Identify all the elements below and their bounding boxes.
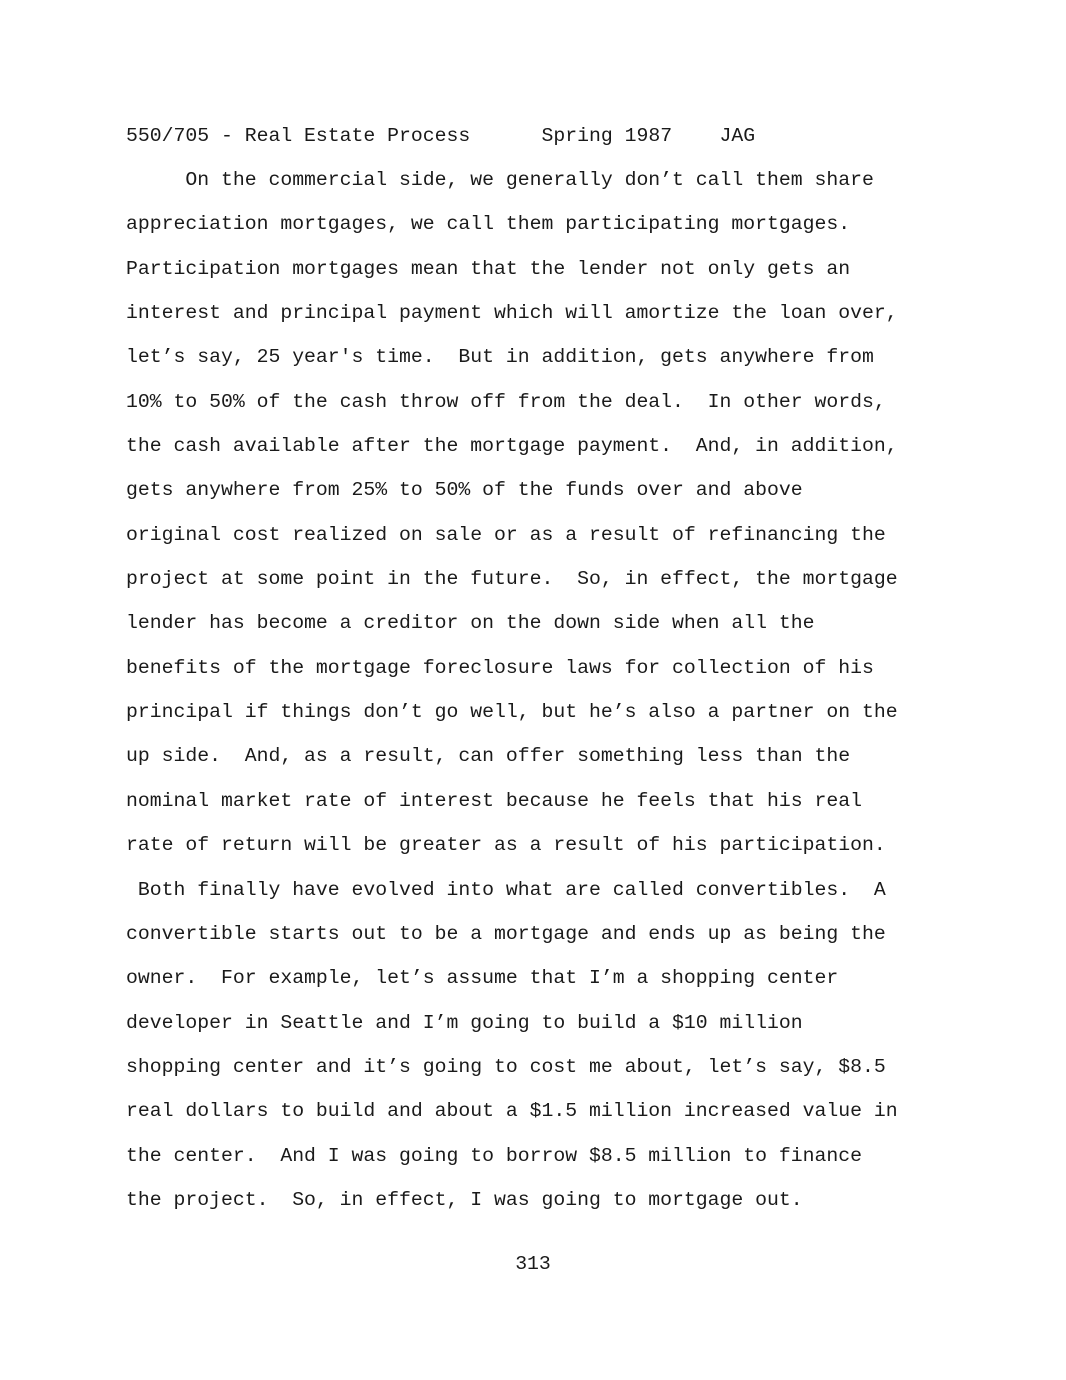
text-line: project at some point in the future. So, in effect, the mortgage [126,568,898,591]
text-line: interest and principal payment which will amortize the loan over, [126,302,898,325]
page-number: 313 [515,1253,551,1275]
text-line: rate of return will be greater as a result of his participation. [126,834,886,857]
text-line: up side. And, as a result, can offer something less than the [126,745,851,768]
author-initials: JAG [719,125,756,147]
text-line: the project. So, in effect, I was going to mortgage out. [126,1188,803,1211]
body-text [126,168,956,1232]
text-line: the cash available after the mortgage payment. And, in addition, [126,435,898,458]
term-label: Spring 1987 [541,125,673,147]
text-line: Participation mortgages mean that the lender not only gets an [126,257,851,280]
text-line: On the commercial side, we generally don’t call them share [126,169,874,191]
text-line: lender has become a creditor on the down side when all the [126,612,815,635]
text-line: 10% to 50% of the cash throw off from the deal. In other words, [126,390,886,413]
text-line: Both finally have evolved into what are called convertibles. A [126,878,886,901]
text-line: gets anywhere from 25% to 50% of the funds over and above [126,479,803,502]
text-line: the center. And I was going to borrow $8.5 million to finance [126,1144,862,1167]
text-line: benefits of the mortgage foreclosure laws for collection of his [126,656,874,679]
page-header [126,124,755,148]
text-line: original cost realized on sale or as a result of refinancing the [126,523,886,546]
text-line: real dollars to build and about a $1.5 million increased value in [126,1100,898,1123]
text-line: convertible starts out to be a mortgage and ends up as being the [126,922,886,945]
text-line: owner. For example, let’s assume that I’m a shopping center [126,967,839,990]
text-line: let’s say, 25 year's time. But in addition, gets anywhere from [126,346,874,369]
course-title: 550/705 - Real Estate Process [126,125,471,147]
text-line: nominal market rate of interest because he feels that his real [126,789,862,812]
text-line: developer in Seattle and I’m going to build a $10 million [126,1011,803,1034]
text-line: principal if things don’t go well, but he’s also a partner on the [126,701,898,724]
text-line: appreciation mortgages, we call them participating mortgages. [126,213,851,236]
text-line: shopping center and it’s going to cost me about, let’s say, $8.5 [126,1055,886,1078]
